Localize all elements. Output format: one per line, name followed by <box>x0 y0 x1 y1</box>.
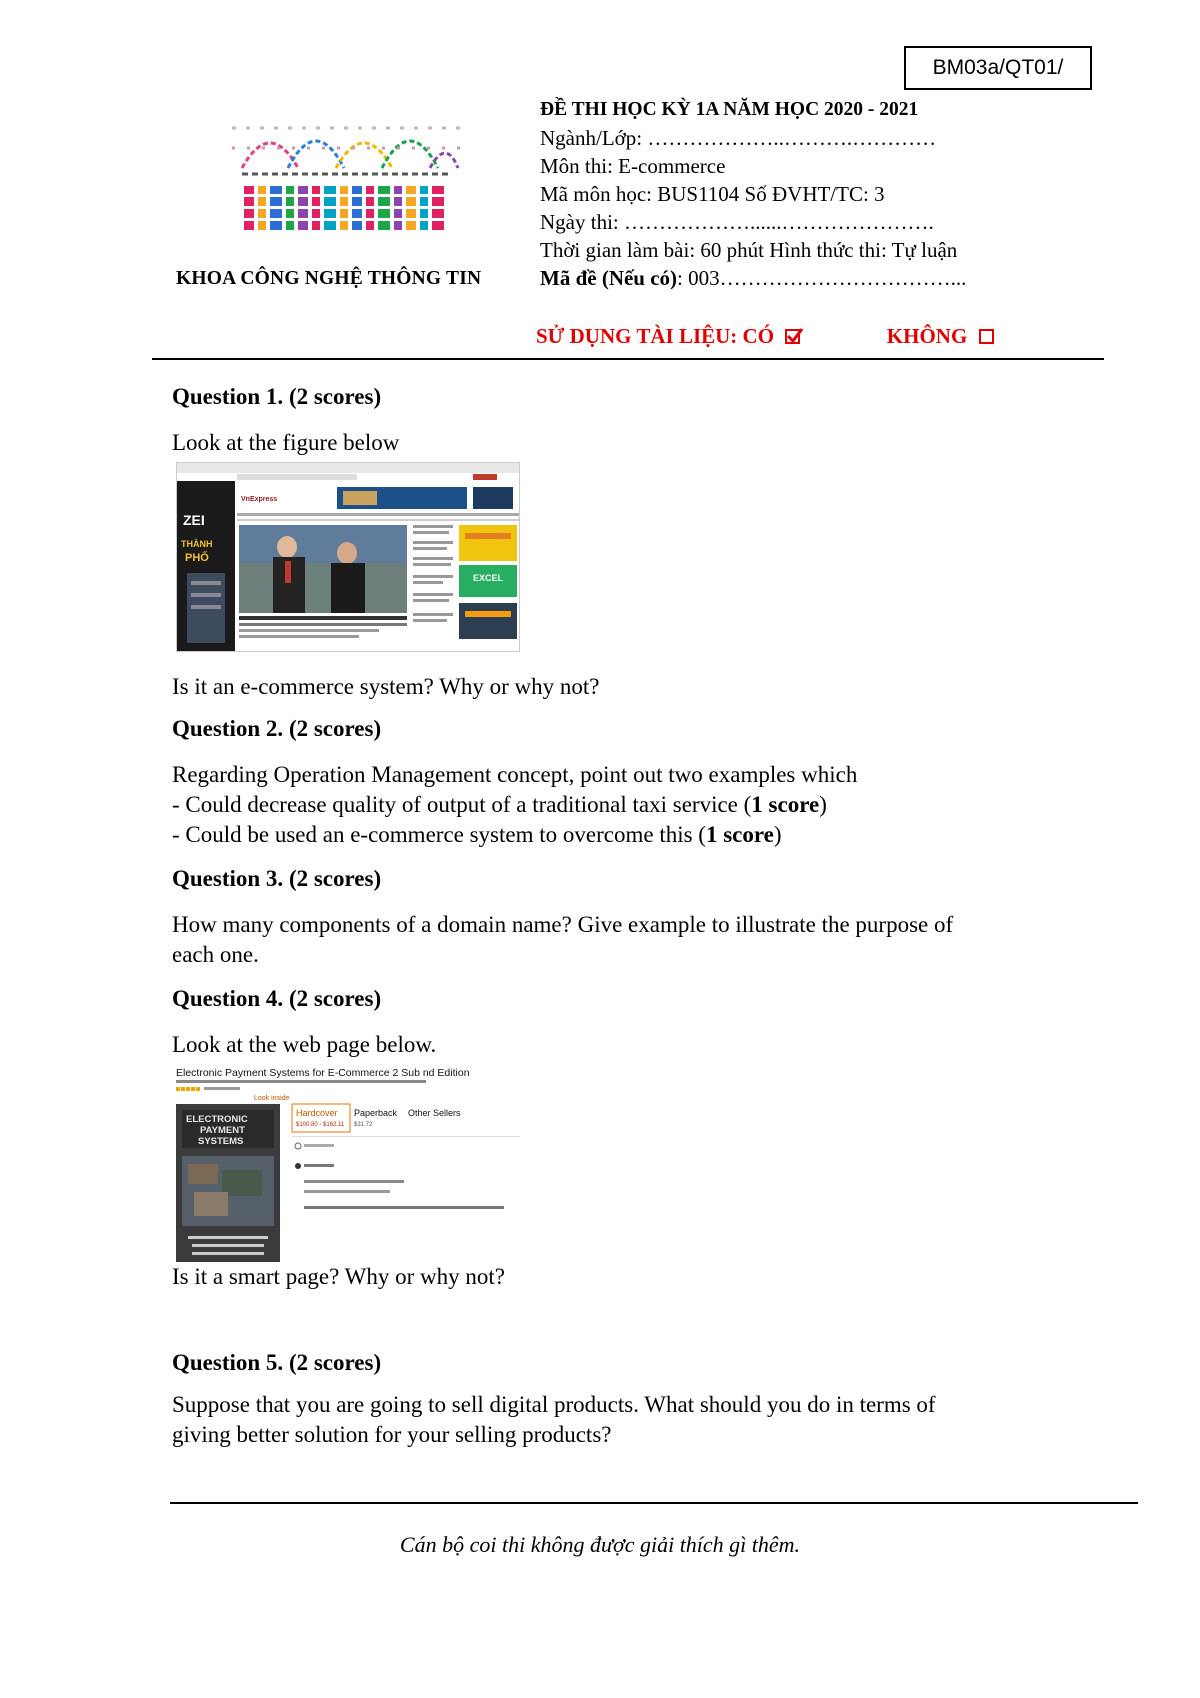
question-3-text-2: each one. <box>172 942 259 967</box>
side-ad-text-2: THÀNH <box>181 539 213 549</box>
university-logo-icon <box>232 108 460 244</box>
side-ad-text-1: ZEI <box>183 512 205 528</box>
question-5-text-2: giving better solution for your selling products? <box>172 1422 612 1447</box>
book-title: Electronic Payment Systems for E-Commerce 2 Sub nd Edition <box>176 1067 470 1079</box>
figure-news-website <box>176 462 520 652</box>
price-hardcover: $100.80 - $162.11 <box>296 1122 345 1128</box>
question-4-heading: Question 4. (2 scores) <box>172 986 382 1011</box>
side-ad-text-3: PHỐ <box>185 552 209 564</box>
question-4-prompt: Is it a smart page? Why or why not? <box>172 1264 505 1289</box>
course-code-field: Mã môn học: BUS1104 Số ĐVHT/TC: 3 <box>540 182 885 206</box>
exam-title: ĐỀ THI HỌC KỲ 1A NĂM HỌC 2020 - 2021 <box>540 99 919 120</box>
tab-paperback: Paperback <box>354 1108 398 1118</box>
tab-hardcover: Hardcover <box>296 1108 338 1118</box>
unchecked-box-icon <box>979 329 994 344</box>
duration-field: Thời gian làm bài: 60 phút Hình thức thi: Tự luận <box>540 238 958 262</box>
exam-header <box>540 96 966 292</box>
checked-box-icon <box>785 329 800 344</box>
materials-label: SỬ DỤNG TÀI LIỆU: CÓ <box>536 324 775 348</box>
question-5-text-1: Suppose that you are going to sell digital products. What should you do in terms of <box>172 1392 936 1417</box>
form-code-box: BM03a/QT01/ <box>904 46 1092 90</box>
exam-date-field: Ngày thi: ………………......…………………. <box>540 210 934 234</box>
question-4-text: Look at the web page below. <box>172 1032 437 1057</box>
question-3-heading: Question 3. (2 scores) <box>172 866 382 891</box>
figure-book-webpage <box>174 1066 524 1262</box>
subject-field: Môn thi: E-commerce <box>540 154 726 178</box>
materials-allowed <box>536 324 994 349</box>
tab-other-sellers: Other Sellers <box>408 1108 461 1118</box>
question-3-text-1: How many components of a domain name? Give example to illustrate the purpose of <box>172 912 954 937</box>
exam-code-field <box>540 264 966 292</box>
exam-code-label: Mã đề (Nếu có) <box>540 266 678 290</box>
question-2-heading: Question 2. (2 scores) <box>172 716 382 741</box>
question-5-heading: Question 5. (2 scores) <box>172 1350 382 1375</box>
cover-line-2: PAYMENT <box>200 1125 245 1136</box>
materials-no-label: KHÔNG <box>886 324 968 348</box>
question-2-text-1: Regarding Operation Management concept, point out two examples which <box>172 762 858 787</box>
question-2-text-3: - Could be used an e-commerce system to overcome this (1 score) <box>172 822 782 847</box>
look-inside-label: Look inside <box>254 1095 290 1102</box>
footer-note: Cán bộ coi thi không được giải thích gì thêm. <box>399 1532 801 1557</box>
question-1-text: Look at the figure below <box>172 430 400 455</box>
cover-line-3: SYSTEMS <box>198 1136 244 1147</box>
price-paperback: $31.72 <box>354 1122 373 1128</box>
question-2-text-2: - Could decrease quality of output of a traditional taxi service (1 score) <box>172 792 827 817</box>
question-1-heading: Question 1. (2 scores) <box>172 384 382 409</box>
ad-excel-text: EXCEL <box>473 573 504 583</box>
header-divider <box>152 358 1104 360</box>
major-class-field: Ngành/Lớp: ………………..……….………… <box>540 126 937 150</box>
department-name: KHOA CÔNG NGHỆ THÔNG TIN <box>176 268 482 289</box>
exam-code-value: : 003……………………………... <box>677 266 967 290</box>
site-name: VnExpress <box>241 496 278 503</box>
cover-line-1: ELECTRONIC <box>186 1114 248 1125</box>
footer-divider <box>170 1502 1138 1504</box>
question-1-prompt: Is it an e-commerce system? Why or why not? <box>172 674 600 699</box>
